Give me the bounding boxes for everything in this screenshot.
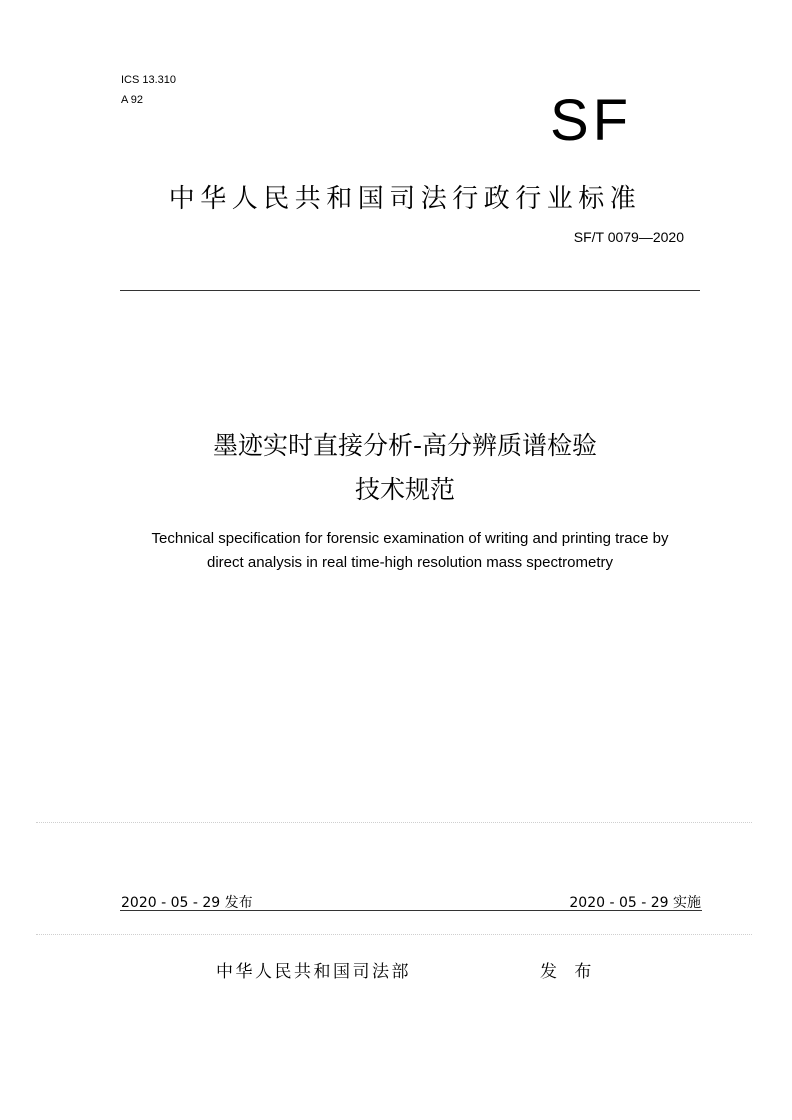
bottom-divider — [120, 910, 702, 911]
standard-category — [0, 178, 792, 215]
title-cn-line1: 墨迹实时直接分析-高分辨质谱检验 — [212, 431, 598, 460]
implementation-date: 2020 - 05 - 29 实施 — [569, 895, 701, 911]
issue-label: 发 布 — [540, 962, 598, 982]
standard-category-text: 中华人民共和国司法行政行业标准 — [168, 184, 642, 214]
ccs-code: A 92 — [121, 94, 144, 106]
issue-date: 2020 - 05 - 29 发布 — [121, 895, 253, 911]
sf-logo: SF — [550, 88, 633, 153]
dotted-separator-lower — [36, 934, 752, 935]
dotted-separator-upper — [36, 822, 752, 823]
top-divider — [120, 290, 700, 291]
title-en-line2: direct analysis in real time-high resolution mass spectrometry — [207, 554, 613, 571]
issuing-authority: 中华人民共和国司法部 — [216, 962, 411, 982]
title-cn-line2: 技术规范 — [354, 475, 455, 504]
title-en-line1: Technical specification for forensic examination of writing and printing trace by — [151, 530, 669, 547]
standard-number: SF/T 0079—2020 — [573, 229, 684, 245]
ics-code: ICS 13.310 — [121, 74, 177, 86]
